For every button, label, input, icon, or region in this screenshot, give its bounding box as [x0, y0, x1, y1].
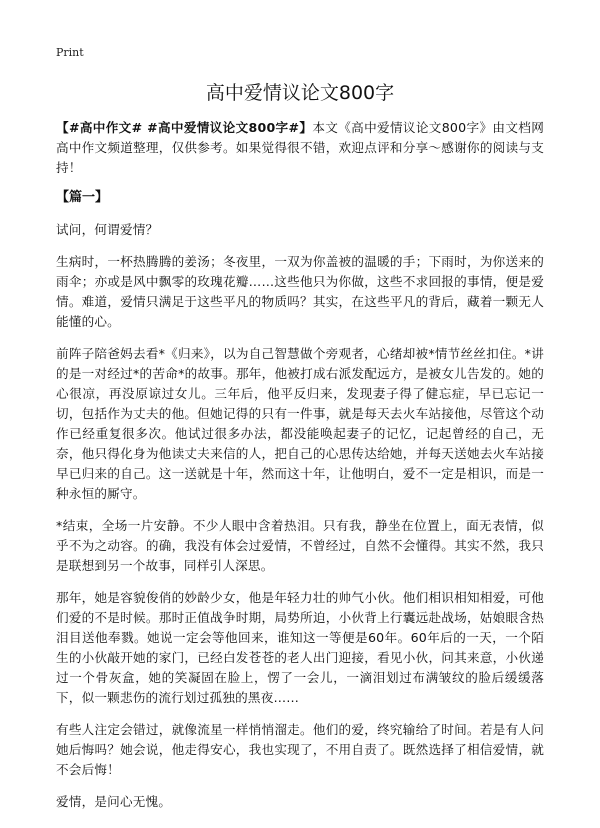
print-link[interactable]: Print [56, 46, 84, 59]
page-title: 高中爱情议论文800字 [205, 82, 395, 104]
paragraph-4: *结束，全场一片安静。不少人眼中含着热泪。只有我，静坐在位置上，面无表情，似乎不为之动容。的确，我没有体会过爱情，不曾经过，自然不会懂得。其实不然，我只是联想到另一个故事，同样引人深思。 [56, 518, 544, 573]
section-heading: 【篇一】 [56, 190, 109, 205]
intro-tags: 【#高中作文# #高中爱情议论文800字#】 [56, 120, 313, 135]
article-body [56, 118, 544, 824]
paragraph-2: 生病时，一杯热腾腾的姜汤；冬夜里，一双为你盖被的温暖的手；下雨时，为你送来的雨伞；亦或是风中飘零的玫瑰花瓣……这些他只为你做，这些不求回报的事情，便是爱情。难道，爱情只满足于这些平凡的物质吗？其实，在这些平凡的背后，藏着一颗无人能懂的心。 [56, 254, 544, 329]
paragraph-5: 那年，她是容貌俊俏的妙龄少女，他是年轻力壮的帅气小伙。他们相识相知相爱，可他们爱的不是时候。那时正值战争时期，局势所迫，小伙背上行囊远赴战场，姑娘眼含热泪目送他奉戮。她说一定会等他回来，谁知这一等便是60年。60年后的一天，一个陌生的小伙敲开她的家门，已经白发苍苍的老人出门迎接，看见小伙，问其来意，小伙递过一个骨灰盒，她的笑凝固在脸上，愣了一会儿，一滴泪划过布满皱纹的脸后缓缓落下，似一颗悲伤的流行划过孤独的黑夜…… [56, 590, 544, 705]
intro-paragraph [56, 118, 544, 178]
paragraph-1: 试问，何谓爱情？ [56, 222, 159, 237]
paragraph-7: 爱情，是问心无愧。 [56, 794, 172, 809]
paragraph-6: 有些人注定会错过，就像流星一样悄悄溜走。他们的爱，终究输给了时间。若是有人问她后悔吗？她会说，他走得安心，我也实现了，不用自责了。既然选择了相信爱情，就不会后悔！ [56, 722, 544, 777]
paragraph-3: 前阵子陪爸妈去看*《归来》，以为自己智慧做个旁观者，心绪却被*情节丝丝扣住。*讲的是一对经过*的苦命*的故事。那年，他被打成右派发配远方，是被女儿告发的。她的心很凉，再没原谅过女儿。三年后，他平反归来，发现妻子得了健忘症，早已忘记一切，包括作为丈夫的他。但她记得的只有一件事，就是每天去火车站接他，尽管这个动作已经重复很多次。他试过很多办法，都没能唤起妻子的记忆，记起曾经的自己，无奈，他只得化身为他读丈夫来信的人，把自己的心思传达给她，并每天送她去火车站接早已归来的自己。这一送就是十年，然而这十年，让他明白，爱不一定是相识，而是一种永恒的厮守。 [56, 346, 544, 501]
intro-text: 本文《高中爱情议论文800字》由文档网高中作文频道整理，仅供参考。如果觉得很不错，欢迎点评和分享～感谢你的阅读与支持！ [56, 120, 544, 175]
